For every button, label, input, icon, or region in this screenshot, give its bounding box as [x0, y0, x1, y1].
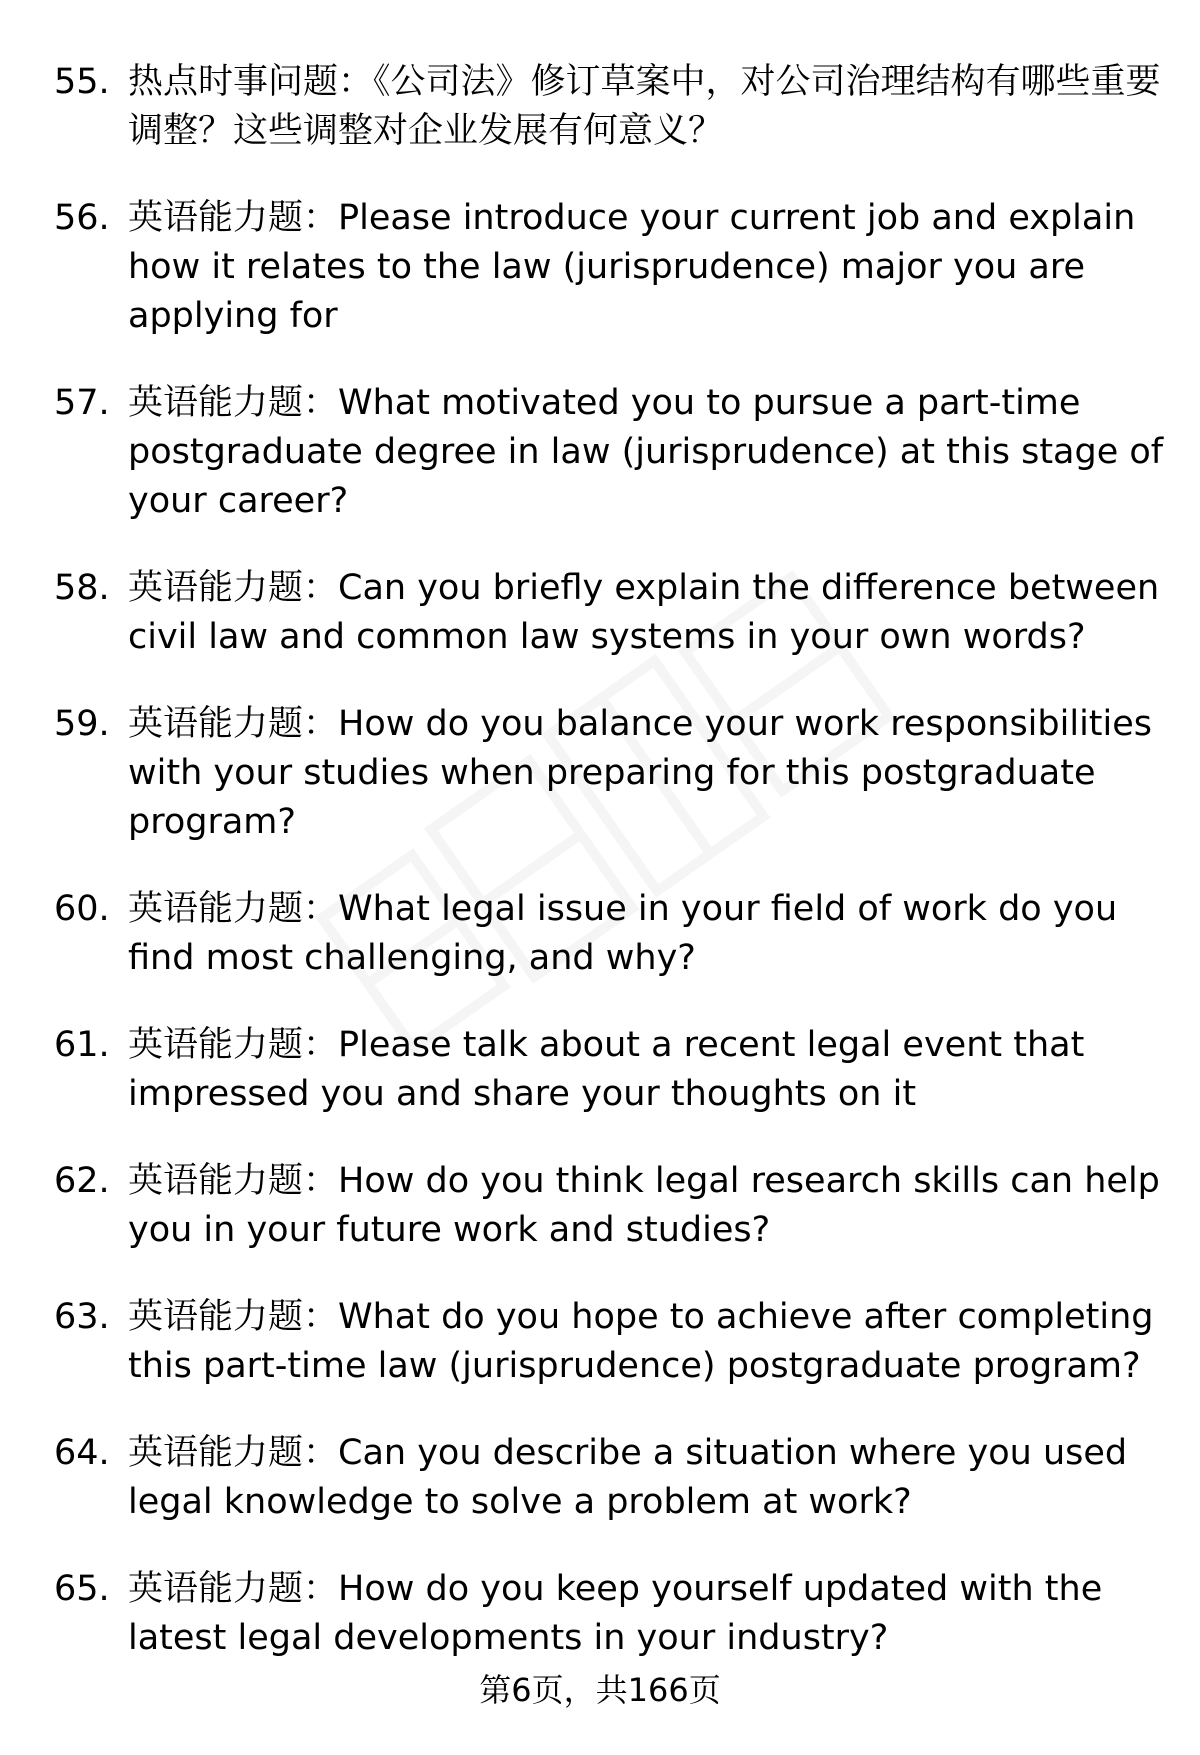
question-number: 58.	[54, 568, 110, 608]
question-number: 63.	[54, 1297, 110, 1337]
question-item	[54, 58, 1164, 156]
question-text: 热点时事问题：《公司法》修订草案中，对公司治理结构有哪些重要调整？这些调整对企业发展有何意义？	[128, 62, 1161, 151]
question-item	[54, 1021, 1164, 1119]
question-number: 61.	[54, 1025, 110, 1065]
question-text: 英语能力题：Can you briefly explain the difference between civil law and common law systems in your own words?	[128, 568, 1160, 657]
question-text: 英语能力题：How do you keep yourself updated with the latest legal developments in your industry?	[128, 1569, 1103, 1658]
question-text: 英语能力题：How do you balance your work responsibilities with your studies when preparing for this postgraduate program?	[128, 704, 1153, 842]
question-number: 59.	[54, 704, 110, 744]
question-item	[54, 194, 1164, 341]
question-text: 英语能力题：What legal issue in your field of work do you find most challenging, and why?	[128, 889, 1118, 978]
question-number: 57.	[54, 383, 110, 423]
question-item	[54, 1157, 1164, 1255]
page-number-label: 第6页，共166页	[479, 1671, 721, 1709]
question-text: 英语能力题：Please introduce your current job and explain how it relates to the law (jurisprudence) major you are applying for	[128, 198, 1136, 336]
question-number: 56.	[54, 198, 110, 238]
page-footer	[0, 1670, 1200, 1710]
question-text: 英语能力题：Can you describe a situation where you used legal knowledge to solve a problem at work?	[128, 1433, 1128, 1522]
question-text: 英语能力题：What do you hope to achieve after completing this part-time law (jurisprudence) postgraduate program?	[128, 1297, 1154, 1386]
question-number: 65.	[54, 1569, 110, 1609]
question-number: 62.	[54, 1161, 110, 1201]
question-text: 英语能力题：What motivated you to pursue a part-time postgraduate degree in law (jurisprudence) at this stage of your career?	[128, 383, 1164, 521]
question-item	[54, 1429, 1164, 1527]
question-number: 55.	[54, 62, 110, 102]
question-item	[54, 885, 1164, 983]
question-item	[54, 1293, 1164, 1391]
question-list	[54, 58, 1164, 1701]
question-item	[54, 1565, 1164, 1663]
question-text: 英语能力题：How do you think legal research skills can help you in your future work and studies?	[128, 1161, 1160, 1250]
question-item	[54, 379, 1164, 526]
question-item	[54, 700, 1164, 847]
question-number: 64.	[54, 1433, 110, 1473]
question-text: 英语能力题：Please talk about a recent legal event that impressed you and share your thoughts on it	[128, 1025, 1085, 1114]
question-item	[54, 564, 1164, 662]
question-number: 60.	[54, 889, 110, 929]
